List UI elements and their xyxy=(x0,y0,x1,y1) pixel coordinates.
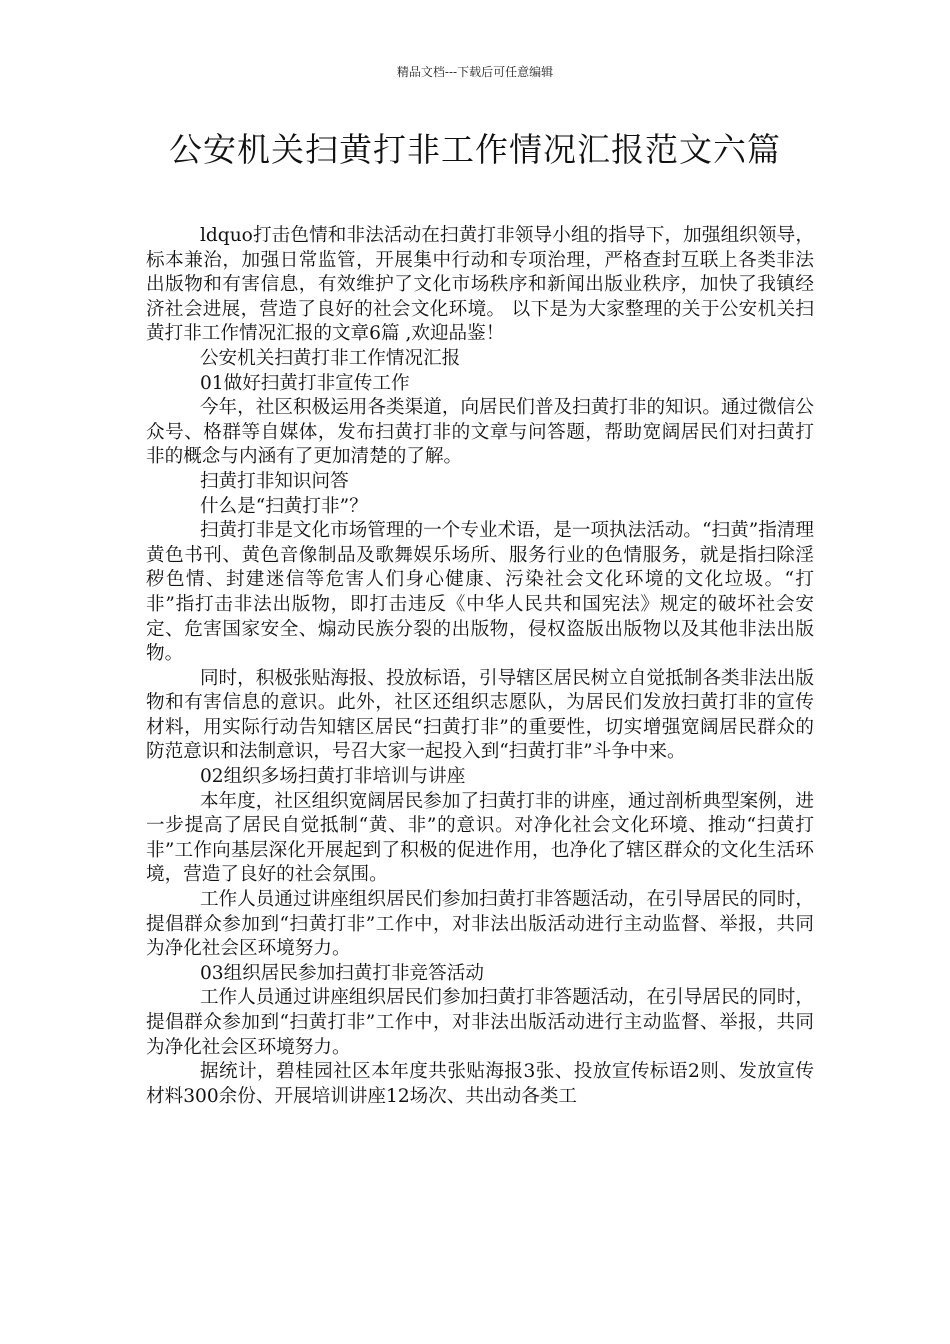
paragraph: 本年度，社区组织宽阔居民参加了扫黄打非的讲座，通过剖析典型案例，进一步提高了居民自觉抵制“黄、非”的意识。对净化社会文化环境、推动“扫黄打非”工作向基层深化开展起到了积极的促进作用，也净化了辖区群众的文化生活环境，营造了良好的社会氛围。 xyxy=(146,790,814,886)
paragraph: 工作人员通过讲座组织居民们参加扫黄打非答题活动，在引导居民的同时，提倡群众参加到“扫黄打非”工作中，对非法出版活动进行主动监督、举报，共同为净化社会区环境努力。 xyxy=(146,889,814,960)
section-heading: 公安机关扫黄打非工作情况汇报 xyxy=(199,347,461,369)
page-header-note: 精品文档---下载后可任意编辑 xyxy=(396,65,554,79)
subsection-heading-02: 02组织多场扫黄打非培训与讲座 xyxy=(199,766,466,788)
qa-question: 什么是“扫黄打非”？ xyxy=(199,495,368,517)
intro-paragraph: ldquo打击色情和非法活动在扫黄打非领导小组的指导下，加强组织领导，标本兼治，加强日常监管，开展集中行动和专项治理，严格查封互联上各类非法出版物和有害信息，有效维护了文化市场秩序和新闻出版业秩序，加快了我镇经济社会进展，营造了良好的社会文化环境。 以下是为大家整理的关于公安机关扫黄打非工作情况汇报的文章6篇 ,欢迎品鉴！ xyxy=(146,225,814,345)
paragraph: 工作人员通过讲座组织居民们参加扫黄打非答题活动，在引导居民的同时，提倡群众参加到“扫黄打非”工作中，对非法出版活动进行主动监督、举报，共同为净化社会区环境努力。 xyxy=(146,987,814,1058)
qa-answer: 扫黄打非是文化市场管理的一个专业术语，是一项执法活动。“扫黄”指清理黄色书刊、黄色音像制品及歌舞娱乐场所、服务行业的色情服务，就是指扫除淫秽色情、封建迷信等危害人们身心健康、污染社会文化环境的文化垃圾。“打非”指打击非法出版物，即打击违反《中华人民共和国宪法》规定的破坏社会安定、危害国家安全、煽动民族分裂的出版物，侵权盗版出版物以及其他非法出版物。 xyxy=(146,520,814,665)
document-title: 公安机关扫黄打非工作情况汇报范文六篇 xyxy=(169,130,781,169)
paragraph: 据统计，碧桂园社区本年度共张贴海报3张、投放宣传标语2则、发放宣传材料300余份、开展培训讲座12场次、共出动各类工 xyxy=(146,1061,814,1107)
paragraph: 今年，社区积极运用各类渠道，向居民们普及扫黄打非的知识。通过微信公众号、格群等自媒体，发布扫黄打非的文章与问答题，帮助宽阔居民们对扫黄打非的概念与内涵有了更加清楚的了解。 xyxy=(146,397,814,468)
paragraph: 同时，积极张贴海报、投放标语，引导辖区居民树立自觉抵制各类非法出版物和有害信息的意识。此外，社区还组织志愿队，为居民们发放扫黄打非的宣传材料，用实际行动告知辖区居民“扫黄打非”的重要性，切实增强宽阔居民群众的防范意识和法制意识，号召大家一起投入到“扫黄打非”斗争中来。 xyxy=(146,667,814,763)
document-body xyxy=(146,224,814,1109)
subsection-heading-01: 01做好扫黄打非宣传工作 xyxy=(199,372,410,394)
qa-heading: 扫黄打非知识问答 xyxy=(199,470,349,492)
subsection-heading-03: 03组织居民参加扫黄打非竞答活动 xyxy=(199,962,484,984)
